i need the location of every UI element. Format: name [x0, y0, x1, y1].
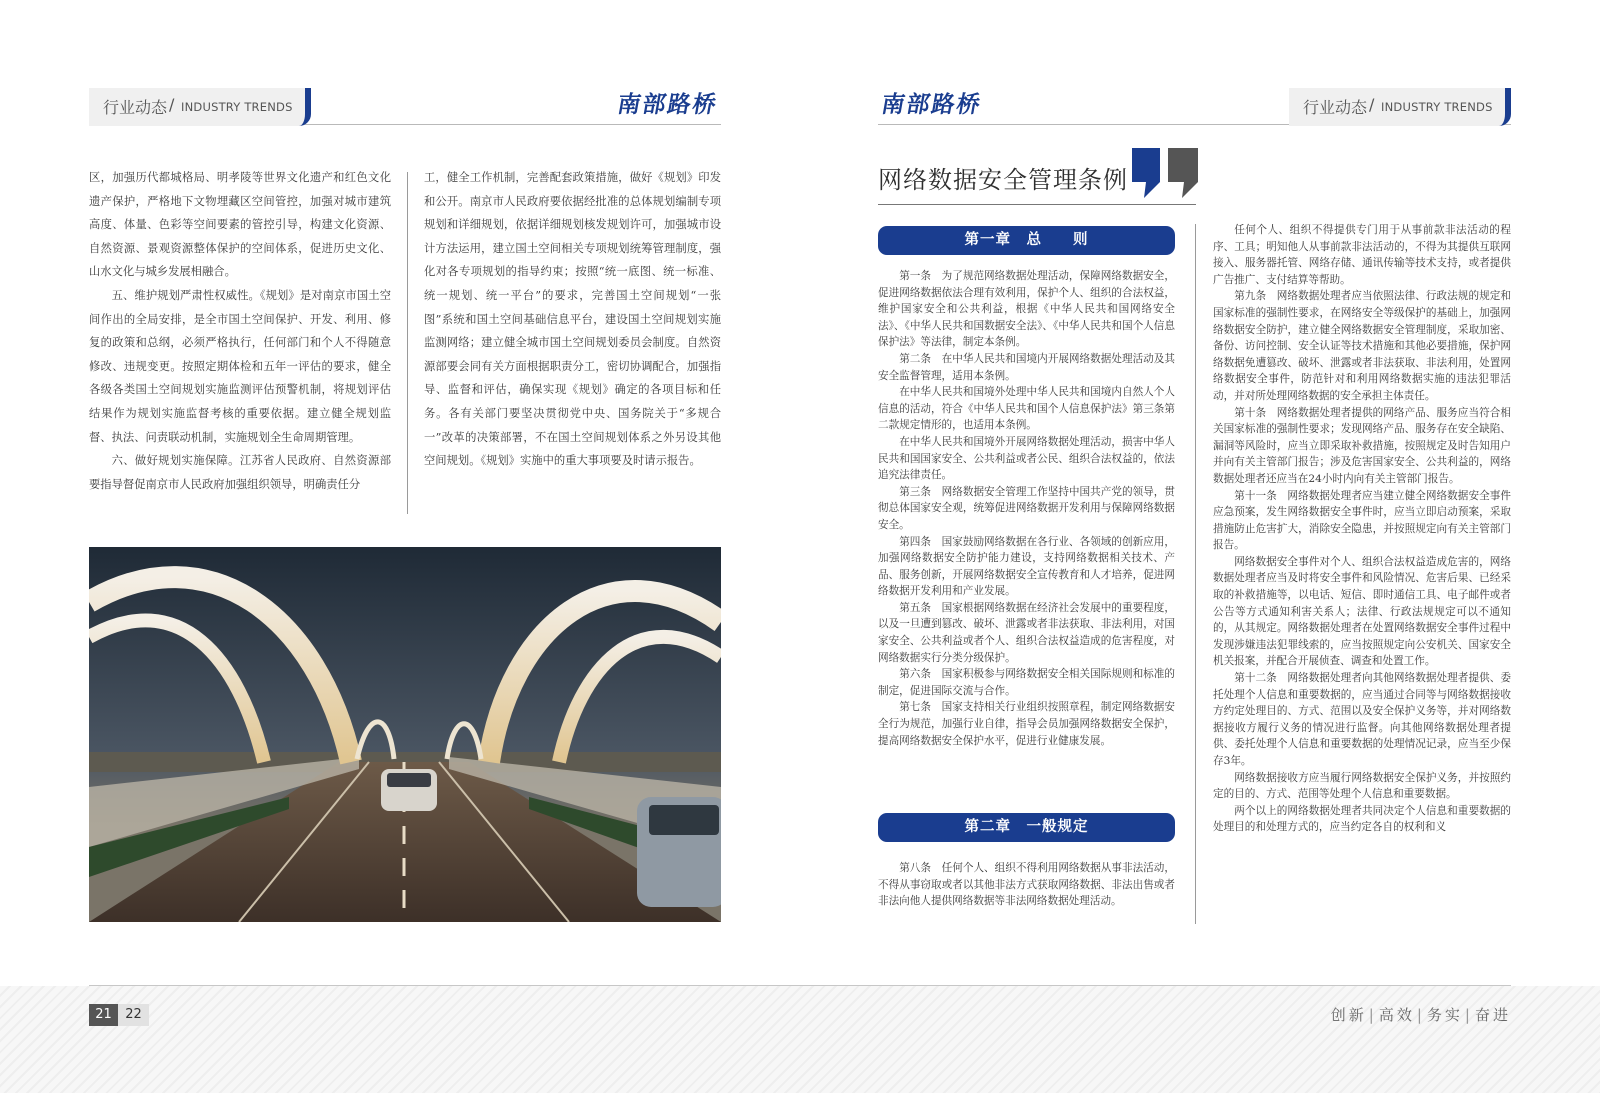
clause-paragraph: 第四条 国家鼓励网络数据在各行业、各领域的创新应用，加强网络数据安全防护能力建设，支持网络数据相关技术、产品、服务创新，开展网络数据安全宣传教育和人才培养，促进网络数据开发利用和产业发展。: [878, 535, 1175, 598]
clause-paragraph: 第九条 网络数据处理者应当依照法律、行政法规的规定和国家标准的强制性要求，在网络安全等级保护的基础上，加强网络数据安全防护，建立健全网络数据安全管理制度，采取加密、备份、访问控制、安全认证等技术措施和其他必要措施，保护网络数据免遭篡改、破坏、泄露或者非法获取、非法利用，处置网络数据安全事件，防范针对和利用网络数据实施的违法犯罪活动，并对所处理网络数据的安全承担主体责任。: [1213, 290, 1511, 402]
clause-paragraph: 第三条 网络数据安全管理工作坚持中国共产党的领导，贯彻总体国家安全观，统筹促进网络数据开发利用与保障网络数据安全。: [878, 485, 1175, 531]
clause-paragraph: 第七条 国家支持相关行业组织按照章程，制定网络数据安全行为规范，加强行业自律，指导会员加强网络数据安全保护，提高网络数据安全保护水平，促进行业健康发展。: [878, 701, 1175, 747]
motto-divider: |: [1464, 1006, 1473, 1024]
clause-paragraph: 第五条 国家根据网络数据在经济社会发展中的重要程度，以及一旦遭到篡改、破坏、泄露或者非法获取、非法利用，对国家安全、公共利益或者个人、组织合法权益造成的危害程度，对网络数据实行分类分级保护。: [878, 601, 1175, 664]
clause-paragraph: 第一条 为了规范网络数据处理活动，保障网络数据安全，促进网络数据依法合理有效利用，保护个人、组织的合法权益，维护国家安全和公共利益，根据《中华人民共和国网络安全法》、《中华人民共和国数据安全法》、《中华人民共和国个人信息保护法》等法律，制定本条例。: [878, 270, 1175, 349]
clause-paragraph: 网络数据接收方应当履行网络数据安全保护义务，并按照约定的目的、方式、范围等处理个人信息和重要数据。: [1213, 771, 1511, 801]
clause-paragraph: 在中华人民共和国境外开展网络数据处理活动，损害中华人民共和国国家安全、公共利益或者公民、组织合法权益的，依法追究法律责任。: [878, 435, 1175, 482]
right-text-column-1-b: [878, 860, 1175, 910]
motto-divider: |: [1368, 1006, 1377, 1024]
clause-paragraph: 网络数据安全事件对个人、组织合法权益造成危害的，网络数据处理者应当及时将安全事件和风险情况、危害后果、已经采取的补救措施等，以电话、短信、即时通信工具、电子邮件或者公告等方式通知利害关系人；法律、行政法规规定可以不通知的，从其规定。网络数据处理者在处置网络数据安全事件过程中发现涉嫌违法犯罪线索的，应当按照规定向公安机关、国家安全机关报案，并配合开展侦查、调查和处置工作。: [1213, 555, 1511, 668]
quote-mark-icon: [1130, 146, 1200, 200]
motto-word: 务实: [1426, 1006, 1463, 1024]
clause-paragraph: 第十一条 网络数据处理者应当建立健全网络数据安全事件应急预案，发生网络数据安全事件时，应当立即启动预案，采取措施防止危害扩大，消除安全隐患，并按照规定向有关主管部门报告。: [1213, 489, 1511, 552]
right-brand-logo: 南部路桥: [879, 92, 984, 118]
section-tag-cn: 行业动态: [103, 98, 168, 117]
footer-background: [0, 986, 1600, 1093]
paragraph: 区，加强历代都城格局、明孝陵等世界文化遗产和红色文化遗产保护，严格地下文物埋藏区空间管控，加强对城市建筑高度、体量、色彩等空间要素的管控引导，构建文化资源、自然资源、景观资源整体保护的空间体系，促进历史文化、山水文化与城乡发展相融合。: [89, 171, 391, 279]
right-text-column-2: [1213, 222, 1511, 836]
motto-divider: |: [1416, 1006, 1425, 1024]
clause-paragraph: 任何个人、组织不得提供专门用于从事前款非法活动的程序、工具；明知他人从事前款非法活动的，不得为其提供互联网接入、服务器托管、网络存储、通讯传输等技术支持，或者提供广告推广、支付结算等帮助。: [1213, 224, 1511, 286]
column-divider: [1195, 224, 1196, 924]
motto-word: 创新: [1330, 1006, 1367, 1024]
section-tag-sep: /: [1369, 95, 1375, 114]
footer-rule: [89, 985, 1511, 986]
paragraph: 六、做好规划实施保障。江苏省人民政府、自然资源部要指导督促南京市人民政府加强组织领导，明确责任分: [89, 454, 391, 491]
motto-word: 高效: [1378, 1006, 1415, 1024]
page-number-left: 21: [89, 1004, 118, 1026]
section-tag-en: INDUSTRY TRENDS: [181, 100, 293, 114]
paragraph: 工，健全工作机制，完善配套政策措施，做好《规划》印发和公开。南京市人民政府要依据经批准的总体规划编制专项规划和详细规划，依据详细规划核发规划许可，加强城市设计方法运用，建立国土空间相关专项规划统筹管理制度，强化对各专项规划的指导约束；按照“统一底图、统一标准、统一规划、统一平台”的要求，完善国土空间规划“一张图”系统和国土空间基础信息平台，建设国土空间规划实施监测网络；建立健全城市国土空间规划委员会制度。自然资源部要会同有关方面根据职责分工，密切协调配合，加强指导、监督和评估，确保实现《规划》确定的各项目标和任务。各有关部门要坚决贯彻党中央、国务院关于“多规合一”改革的决策部署，不在国土空间规划体系之外另设其他空间规划。《规划》实施中的重大事项要及时请示报告。: [424, 171, 721, 468]
right-text-column-1-a: [878, 268, 1175, 749]
section-tag-cn: 行业动态: [1303, 98, 1368, 117]
left-brand-logo: 南部路桥: [615, 92, 720, 118]
article-title: 网络数据安全管理条例: [878, 166, 1128, 194]
paragraph: 五、维护规划严肃性权威性。《规划》是对南京市国土空间作出的全局安排，是全市国土空间保护、开发、利用、修复的政策和总纲，必须严格执行，任何部门和个人不得随意修改、违规变更。按照定期体检和五年一评估的要求，健全各级各类国土空间规划实施监测评估预警机制，将规划评估结果作为规划实施监督考核的重要依据。建立健全规划监督、执法、问责联动机制，实施规划全生命周期管理。: [89, 288, 391, 444]
motto-word: 奋进: [1474, 1006, 1511, 1024]
clause-paragraph: 第十条 网络数据处理者提供的网络产品、服务应当符合相关国家标准的强制性要求；发现网络产品、服务存在安全缺陷、漏洞等风险时，应当立即采取补救措施，按照规定及时告知用户并向有关主管部门报告；涉及危害国家安全、公共利益的，网络数据处理者还应当在24小时内向有关主管部门报告。: [1213, 406, 1511, 485]
section-tag-en: INDUSTRY TRENDS: [1381, 100, 1493, 114]
clause-paragraph: 两个以上的网络数据处理者共同决定个人信息和重要数据的处理目的和处理方式的，应当约定各自的权利和义: [1213, 804, 1511, 834]
bridge-night-photo: [89, 547, 721, 922]
clause-paragraph: 在中华人民共和国境外处理中华人民共和国境内自然人个人信息的活动，符合《中华人民共和国个人信息保护法》第三条第二款规定情形的，也适用本条例。: [878, 386, 1175, 432]
footer-motto: [1331, 1004, 1511, 1025]
chapter-1-heading: 第一章 总 则: [878, 226, 1175, 255]
clause-paragraph: 第六条 国家积极参与网络数据安全相关国际规则和标准的制定，促进国际交流与合作。: [878, 668, 1175, 697]
clause-paragraph: 第八条 任何个人、组织不得利用网络数据从事非法活动，不得从事窃取或者以其他非法方式获取网络数据、非法出售或者非法向他人提供网络数据等非法网络数据处理活动。: [878, 862, 1175, 908]
left-text-column-1: [89, 166, 391, 496]
left-section-tag: [89, 88, 311, 126]
page-number-right: 22: [118, 1004, 149, 1026]
section-tag-sep: /: [169, 95, 175, 114]
left-text-column-2: [424, 166, 721, 473]
right-section-tag: [1289, 88, 1511, 126]
chapter-2-heading: 第二章 一般规定: [878, 813, 1175, 842]
column-divider: [407, 172, 408, 514]
title-underline: [878, 204, 1196, 205]
clause-paragraph: 第十二条 网络数据处理者向其他网络数据处理者提供、委托处理个人信息和重要数据的，应当通过合同等与网络数据接收方约定处理目的、方式、范围以及安全保护义务等，并对网络数据接收方履行义务的情况进行监督。向其他网络数据处理者提供、委托处理个人信息和重要数据的处理情况记录，应当至少保存3年。: [1213, 672, 1511, 767]
clause-paragraph: 第二条 在中华人民共和国境内开展网络数据处理活动及其安全监督管理，适用本条例。: [878, 352, 1175, 382]
